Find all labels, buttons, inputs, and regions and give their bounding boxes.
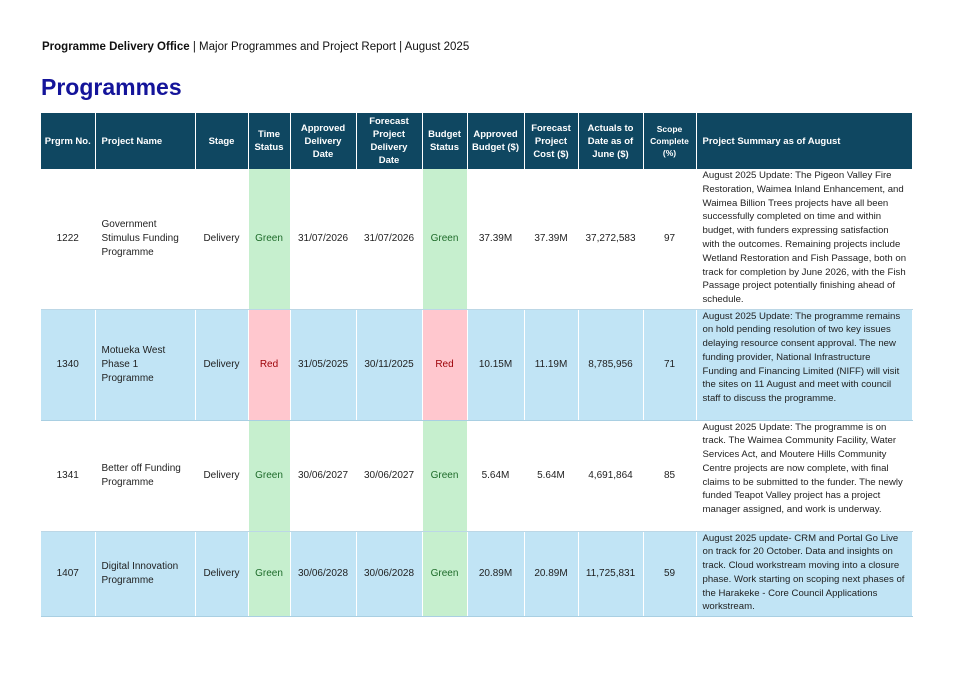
table-row: [41, 169, 912, 309]
cell-time-status: Green: [248, 420, 290, 531]
col-header-name: Project Name: [95, 113, 195, 169]
cell-budget-status: Green: [422, 420, 467, 531]
cell-forecast-date: 31/07/2026: [356, 169, 422, 309]
cell-approved-date: 31/05/2025: [290, 309, 356, 420]
col-header-forecast-date: Forecast Project Delivery Date: [356, 113, 422, 169]
cell-stage: Delivery: [195, 309, 248, 420]
cell-approved-date: 31/07/2026: [290, 169, 356, 309]
col-header-scope: Scope Complete (%): [643, 113, 696, 169]
header-separator: |: [189, 41, 200, 53]
cell-time-status: Red: [248, 309, 290, 420]
cell-actuals: 37,272,583: [578, 169, 643, 309]
programmes-table: [41, 113, 913, 617]
cell-budget-status: Green: [422, 169, 467, 309]
cell-project-name: Government Stimulus Funding Programme: [95, 169, 195, 309]
cell-stage: Delivery: [195, 420, 248, 531]
cell-no: 1340: [41, 309, 95, 420]
cell-forecast-date: 30/06/2028: [356, 531, 422, 616]
cell-summary: August 2025 update- CRM and Portal Go Live on track for 20 October. Data and insights on track. Cloud workstream moving into a closure phase. Work starting on scoping next phases of the Harakeke - Core Council Applications workstream.: [696, 531, 912, 616]
cell-forecast-cost: 5.64M: [524, 420, 578, 531]
cell-scope: 71: [643, 309, 696, 420]
cell-scope: 97: [643, 169, 696, 309]
col-header-budget-status: Budget Status: [422, 113, 467, 169]
cell-budget-status: Green: [422, 531, 467, 616]
cell-summary: August 2025 Update: The programme is on track. The Waimea Community Facility, Water Services Act, and Moutere Hills Community Centre projects are now complete, with final claims to be submitted to the funder. The newly funded Teapot Valley project has a project manager assigned, and work is underway.: [696, 420, 912, 531]
report-title: Major Programmes and Project Report | August 2025: [199, 41, 470, 53]
cell-time-status: Green: [248, 531, 290, 616]
cell-forecast-cost: 20.89M: [524, 531, 578, 616]
cell-summary: August 2025 Update: The Pigeon Valley Fire Restoration, Waimea Inland Enhancement, and Waimea Billion Trees projects have all been successfully completed on time and within budget, with funders expressing satisfaction with the outcomes. Remaining projects include Wetland Restoration and Fish Passage, both on track for completion by June 2026, with the Fish Passage project potentially finishing ahead of schedule.: [696, 169, 912, 309]
cell-actuals: 8,785,956: [578, 309, 643, 420]
cell-scope: 59: [643, 531, 696, 616]
cell-approved-date: 30/06/2027: [290, 420, 356, 531]
cell-no: 1407: [41, 531, 95, 616]
cell-approved-budget: 20.89M: [467, 531, 524, 616]
office-name: Programme Delivery Office: [42, 41, 190, 53]
cell-stage: Delivery: [195, 531, 248, 616]
cell-budget-status: Red: [422, 309, 467, 420]
cell-actuals: 11,725,831: [578, 531, 643, 616]
cell-approved-date: 30/06/2028: [290, 531, 356, 616]
col-header-time-status: Time Status: [248, 113, 290, 169]
page-title: Programmes: [41, 74, 182, 100]
cell-no: 1222: [41, 169, 95, 309]
cell-approved-budget: 5.64M: [467, 420, 524, 531]
cell-forecast-cost: 11.19M: [524, 309, 578, 420]
cell-project-name: Better off Funding Programme: [95, 420, 195, 531]
cell-summary: August 2025 Update: The programme remains on hold pending resolution of two key issues delaying resource consent approval. The new funding provider, National Infrastructure Funding and Financing Limited (NIFF) will visit the sites on 11 August and meet with council staff to discuss the programme.: [696, 309, 912, 420]
table-header-row: [41, 113, 912, 169]
report-header: [42, 41, 469, 53]
col-header-approved-budget: Approved Budget ($): [467, 113, 524, 169]
cell-actuals: 4,691,864: [578, 420, 643, 531]
cell-approved-budget: 10.15M: [467, 309, 524, 420]
cell-project-name: Motueka West Phase 1 Programme: [95, 309, 195, 420]
col-header-stage: Stage: [195, 113, 248, 169]
col-header-actuals: Actuals to Date as of June ($): [578, 113, 643, 169]
cell-forecast-cost: 37.39M: [524, 169, 578, 309]
table-row: [41, 531, 912, 616]
cell-forecast-date: 30/11/2025: [356, 309, 422, 420]
cell-no: 1341: [41, 420, 95, 531]
cell-stage: Delivery: [195, 169, 248, 309]
col-header-no: Prgrm No.: [41, 113, 95, 169]
table-row: [41, 309, 912, 420]
cell-project-name: Digital Innovation Programme: [95, 531, 195, 616]
col-header-approved-date: Approved Delivery Date: [290, 113, 356, 169]
cell-approved-budget: 37.39M: [467, 169, 524, 309]
cell-forecast-date: 30/06/2027: [356, 420, 422, 531]
col-header-summary: Project Summary as of August: [696, 113, 912, 169]
col-header-forecast-cost: Forecast Project Cost ($): [524, 113, 578, 169]
cell-time-status: Green: [248, 169, 290, 309]
table-row: [41, 420, 912, 531]
cell-scope: 85: [643, 420, 696, 531]
